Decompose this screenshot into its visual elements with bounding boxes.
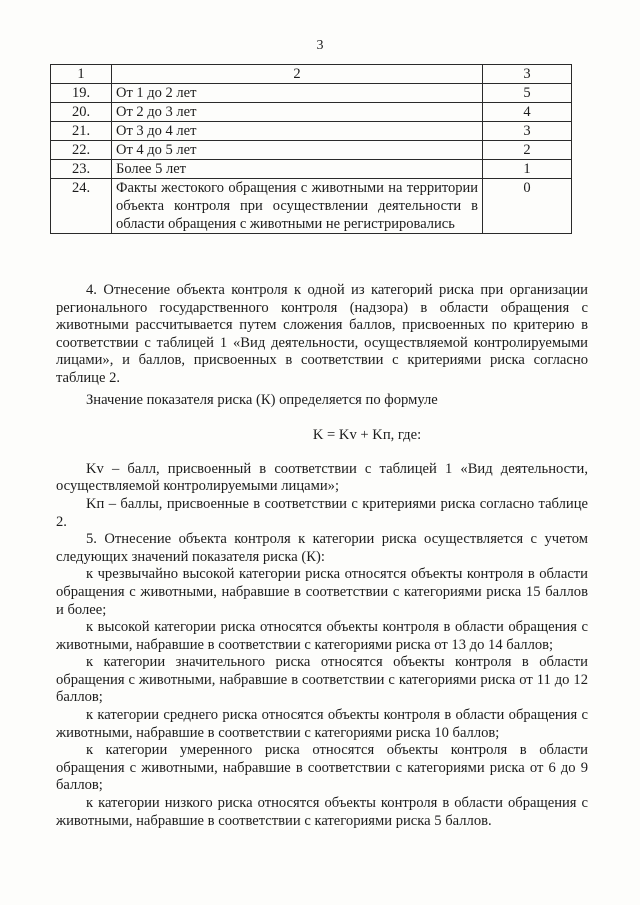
- row-text: От 4 до 5 лет: [112, 141, 483, 160]
- row-score: 2: [483, 141, 572, 160]
- table-header-row: [51, 65, 572, 84]
- row-number: 21.: [51, 122, 112, 141]
- category-low: к категории низкого риска относятся объекты контроля в области обращения с животными, набравшие в соответствии с категориями риска 5 баллов.: [56, 795, 588, 829]
- category-significant: к категории значительного риска относятся объекты контроля в области обращения с животными, набравшие в соответствии с категориями риска от 11 до 12 баллов;: [56, 654, 588, 706]
- kv-definition: Kv – балл, присвоенный в соответствии с таблицей 1 «Вид деятельности, осуществляемой контролируемыми лицами»;: [56, 460, 588, 495]
- row-number: 24.: [51, 179, 112, 234]
- row-number: 20.: [51, 103, 112, 122]
- risk-index-intro: Значение показателя риска (К) определяется по формуле: [86, 391, 438, 408]
- row-number: 19.: [51, 84, 112, 103]
- table-row: [51, 84, 572, 103]
- row-number: 22.: [51, 141, 112, 160]
- header-cell: 1: [51, 65, 112, 84]
- page-number: 3: [316, 38, 324, 53]
- kp-definition: Kп – баллы, присвоенные в соответствии с критериями риска согласно таблице 2.: [56, 495, 588, 530]
- document-body: [56, 282, 588, 830]
- table-row: [51, 141, 572, 160]
- header-cell: 2: [112, 65, 483, 84]
- row-score: 0: [483, 179, 572, 234]
- row-text: От 2 до 3 лет: [112, 103, 483, 122]
- header-cell: 3: [483, 65, 572, 84]
- row-score: 5: [483, 84, 572, 103]
- category-extremely-high: к чрезвычайно высокой категории риска относятся объекты контроля в области обращения с животными, набравшие в соответствии с категориями риска 15 баллов и более;: [56, 566, 588, 618]
- table-row: [51, 160, 572, 179]
- table-row: [51, 179, 572, 234]
- table-row: [51, 103, 572, 122]
- paragraph-5: 5. Отнесение объекта контроля к категории риска осуществляется с учетом следующих значений показателя риска (К):: [56, 531, 588, 565]
- table-row: [51, 122, 572, 141]
- row-text: От 1 до 2 лет: [112, 84, 483, 103]
- row-score: 1: [483, 160, 572, 179]
- category-high: к высокой категории риска относятся объекты контроля в области обращения с животными, набравшие в соответствии с категориями риска от 13 до 14 баллов;: [56, 619, 588, 653]
- row-score: 3: [483, 122, 572, 141]
- row-text: Более 5 лет: [112, 160, 483, 179]
- row-number: 23.: [51, 160, 112, 179]
- category-moderate: к категории умеренного риска относятся объекты контроля в области обращения с животными, набравшие в соответствии с категориями риска от 6 до 9 баллов;: [56, 742, 588, 794]
- risk-formula: K = Kv + Kп, где:: [312, 427, 422, 444]
- row-text: Факты жестокого обращения с животными на территории объекта контроля при осуществлении деятельности в области обращения с животными не регистрировались: [112, 179, 483, 234]
- paragraph-4: 4. Отнесение объекта контроля к одной из категорий риска при организации регионального государственного контроля (надзора) в области обращения с животными рассчитывается путем сложения баллов, присвоенных по критерию в соответствии с таблицей 1 «Вид деятельности, осуществляемой контролируемыми лицами», и баллов, присвоенных в соответствии с критериями риска согласно таблице 2.: [56, 282, 588, 386]
- row-text: От 3 до 4 лет: [112, 122, 483, 141]
- category-medium: к категории среднего риска относятся объекты контроля в области обращения с животными, набравшие в соответствии с категориями риска 10 баллов;: [56, 707, 588, 741]
- row-score: 4: [483, 103, 572, 122]
- risk-criteria-table: [50, 64, 572, 234]
